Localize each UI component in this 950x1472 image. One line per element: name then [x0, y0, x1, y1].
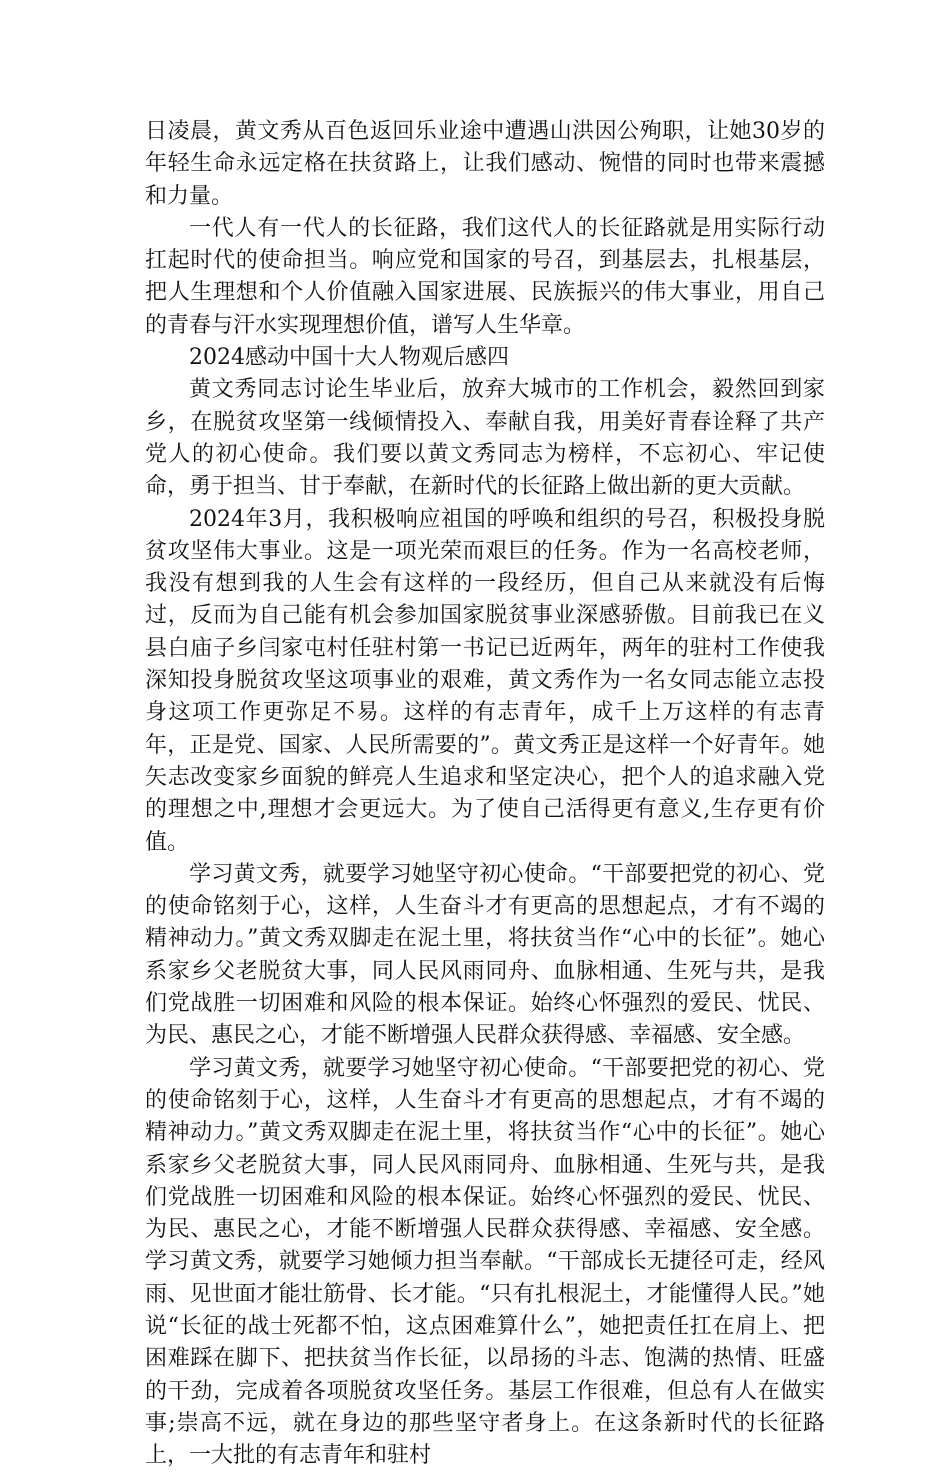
document-body [145, 116, 825, 1472]
paragraph: 一代人有一代人的长征路，我们这代人的长征路就是用实际行动扛起时代的使命担当。响应党和国家的号召，到基层去，扎根基层，把人生理想和个人价值融入国家进展、民族振兴的伟大事业，用自己的青春与汗水实现理想价值，谱写人生华章。 [145, 215, 825, 338]
paragraph: 学习黄文秀，就要学习她坚守初心使命。“干部要把党的初心、党的使命铭刻于心，这样，人生奋斗才有更高的思想起点，才有不竭的精神动力。”黄文秀双脚走在泥土里，将扶贫当作“心中的长征”。她心系家乡父老脱贫大事，同人民风雨同舟、血脉相通、生死与共，是我们党战胜一切困难和风险的根本保证。始终心怀强烈的爱民、忧民、为民、惠民之心，才能不断增强人民群众获得感、幸福感、安全感。学习黄文秀，就要学习她倾力担当奉献。“干部成长无捷径可走，经风雨、见世面才能壮筋骨、长才能。“只有扎根泥土，才能懂得人民。”她说“长征的战士死都不怕，这点困难算什么”，她把责任扛在肩上、把困难踩在脚下、把扶贫当作长征，以昂扬的斗志、饱满的热情、旺盛的干劲，完成着各项脱贫攻坚任务。基层工作很难，但总有人在做实事;崇高不远，就在身边的那些坚守者身上。在这条新时代的长征路上，一大批的有志青年和驻村 [145, 1055, 825, 1469]
paragraph: 学习黄文秀，就要学习她坚守初心使命。“干部要把党的初心、党的使命铭刻于心，这样，人生奋斗才有更高的思想起点，才有不竭的精神动力。”黄文秀双脚走在泥土里，将扶贫当作“心中的长征”。她心系家乡父老脱贫大事，同人民风雨同舟、血脉相通、生死与共，是我们党战胜一切困难和风险的根本保证。始终心怀强烈的爱民、忧民、为民、惠民之心，才能不断增强人民群众获得感、幸福感、安全感。 [145, 861, 825, 1049]
section-heading: 2024感动中国十大人物观后感四 [189, 345, 509, 371]
paragraph: 黄文秀同志讨论生毕业后，放弃大城市的工作机会，毅然回到家乡，在脱贫攻坚第一线倾情投入、奉献自我，用美好青春诠释了共产党人的初心使命。我们要以黄文秀同志为榜样，不忘初心、牢记使命，勇于担当、甘于奉献，在新时代的长征路上做出新的更大贡献。 [145, 377, 825, 500]
paragraph: 2024年3月，我积极响应祖国的呼唤和组织的号召，积极投身脱贫攻坚伟大事业。这是一项光荣而艰巨的任务。作为一名高校老师，我没有想到我的人生会有这样的一段经历，但自己从来就没有后悔过，反而为自己能有机会参加国家脱贫事业深感骄傲。目前我已在义县白庙子乡闫家屯村任驻村第一书记已近两年，两年的驻村工作使我深知投身脱贫攻坚这项事业的艰难，黄文秀作为一名女同志能立志投身这项工作更弥足不易。这样的有志青年，成千上万这样的有志青年，正是党、国家、人民所需要的”。黄文秀正是这样一个好青年。她矢志改变家乡面貌的鲜亮人生追求和坚定决心，把个人的追求融入党的理想之中,理想才会更远大。为了使自己活得更有意义,生存更有价值。 [145, 506, 825, 855]
paragraph-continued: 日凌晨，黄文秀从百色返回乐业途中遭遇山洪因公殉职，让她30岁的年轻生命永远定格在扶贫路上，让我们感动、惋惜的同时也带来震撼和力量。 [145, 119, 825, 209]
